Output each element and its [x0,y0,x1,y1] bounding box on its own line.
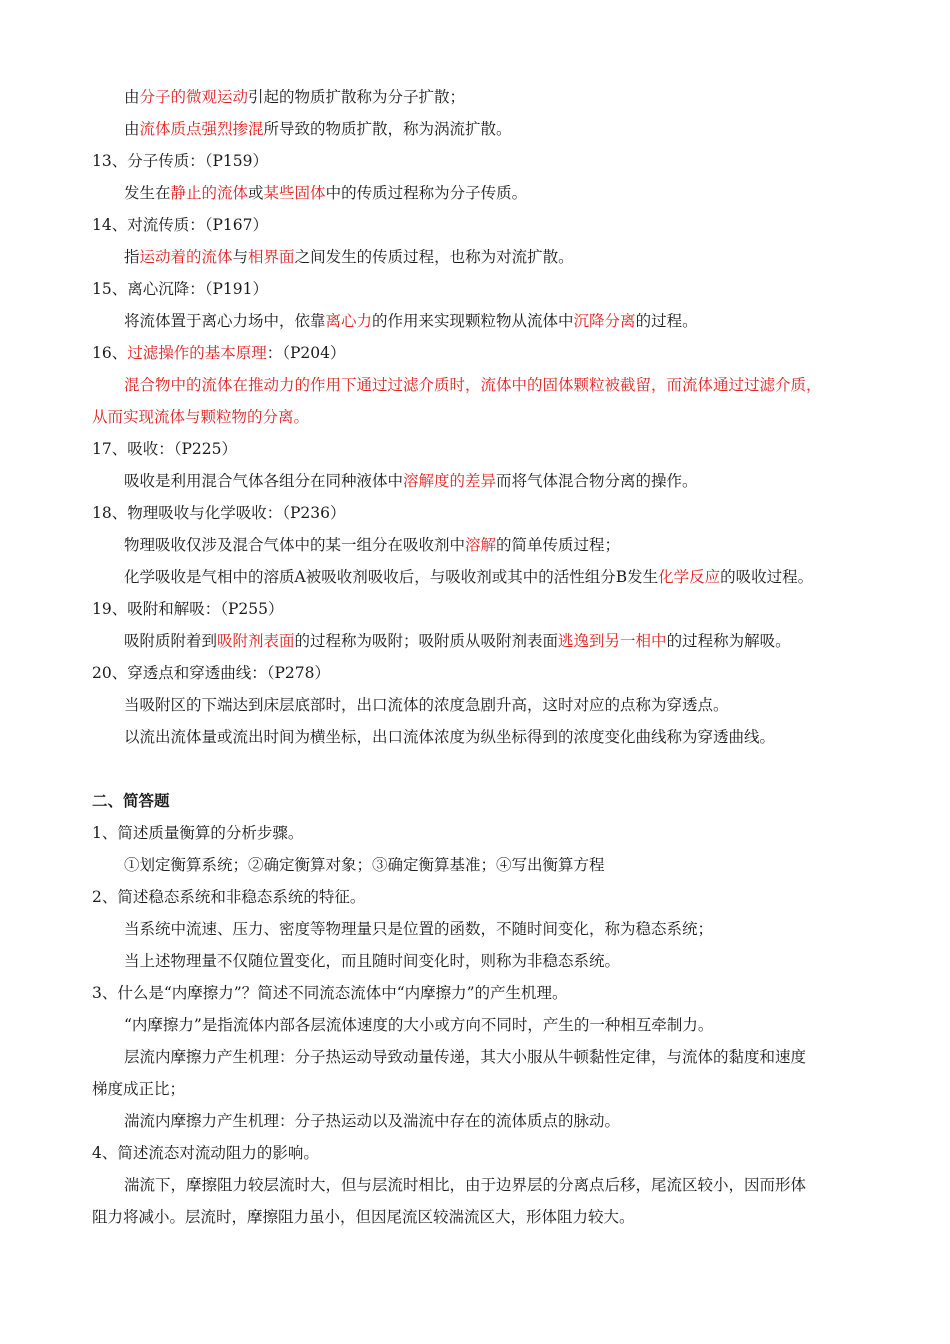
text-segment: 的过程称为吸附；吸附质从吸附剂表面 [294,632,559,650]
text-line [124,854,605,876]
item-heading [92,982,568,1004]
text-segment: 将流体置于离心力场中，依靠 [124,312,326,330]
text-segment: 以流出流体量或流出时间为横坐标，出口流体浓度为纵坐标得到的浓度变化曲线称为穿透曲线。 [124,728,776,746]
text-segment: 物理吸收仅涉及混合气体中的某一组分在吸收剂中 [124,536,466,554]
text-line [124,1014,713,1036]
text-line [92,1206,635,1228]
text-segment: 之间发生的传质过程，也称为对流扩散。 [294,248,574,266]
item-heading [92,150,268,172]
highlighted-text: 从而实现流体与颗粒物的分离。 [92,408,310,426]
text-segment: 或 [248,184,264,202]
text-segment: 18、物理吸收与化学吸收：（P236） [92,504,346,522]
highlighted-text: 流体质点强烈掺混 [139,120,264,138]
text-segment: 15、离心沉降：（P191） [92,280,268,298]
text-line [124,246,574,268]
item-heading [92,662,330,684]
text-line [124,1110,620,1132]
text-line [124,182,527,204]
section-heading [92,790,170,812]
highlighted-text: 相界面 [248,248,295,266]
highlighted-text: 吸附剂表面 [217,632,295,650]
item-heading [92,342,346,364]
text-segment: 吸附质附着到 [124,632,218,650]
item-heading [92,886,365,908]
text-line [92,406,309,428]
highlighted-text: 分子的微观运动 [139,88,249,106]
highlighted-text: 溶解度的差异 [403,472,497,490]
text-line [124,1174,806,1196]
text-segment: 3、什么是“内摩擦力”？简述不同流态流体中“内摩擦力”的产生机理。 [92,984,568,1002]
item-heading [92,598,284,620]
text-segment: 吸收是利用混合气体各组分在同种液体中 [124,472,404,490]
item-heading [92,214,268,236]
text-line [124,726,775,748]
item-heading [92,278,268,300]
text-segment: 2、简述稳态系统和非稳态系统的特征。 [92,888,366,906]
text-segment: 14、对流传质：（P167） [92,216,268,234]
text-segment: 19、吸附和解吸：（P255） [92,600,284,618]
text-line [124,470,698,492]
text-line [124,694,729,716]
text-segment: 引起的物质扩散称为分子扩散； [248,88,466,106]
text-segment: 阻力将减小。层流时，摩擦阻力虽小，但因尾流区较湍流区大，形体阻力较大。 [92,1208,635,1226]
text-segment: 二、简答题 [92,791,170,810]
text-segment: 由 [124,120,140,138]
text-segment: 梯度成正比； [92,1080,186,1098]
highlighted-text: 离心力 [325,312,373,330]
text-segment: 湍流下，摩擦阻力较层流时大，但与层流时相比，由于边界层的分离点后移，尾流区较小，因而形体 [124,1176,807,1194]
text-segment: 16、 [92,344,128,362]
text-line [124,566,813,588]
text-segment: 所导致的物质扩散，称为涡流扩散。 [263,120,512,138]
text-segment: 由 [124,88,140,106]
highlighted-text: 某些固体 [263,184,326,202]
text-segment: 当吸附区的下端达到床层底部时，出口流体的浓度急剧升高，这时对应的点称为穿透点。 [124,696,729,714]
item-heading [92,1142,319,1164]
text-line [124,630,791,652]
text-segment: 的吸收过程。 [720,568,814,586]
highlighted-text: 溶解 [465,536,497,554]
text-segment: 的过程。 [635,312,698,330]
text-line [124,118,512,140]
text-line [124,86,465,108]
text-segment: 13、分子传质：（P159） [92,152,268,170]
text-line [124,310,698,332]
text-segment: 的简单传质过程； [496,536,621,554]
text-line [124,374,822,396]
text-line [124,918,713,940]
item-heading [92,502,346,524]
text-segment: 当系统中流速、压力、密度等物理量只是位置的函数，不随时间变化，称为稳态系统； [124,920,714,938]
text-segment: 而将气体混合物分离的操作。 [496,472,698,490]
highlighted-text: 静止的流体 [170,184,249,202]
text-segment: 的过程称为解吸。 [666,632,791,650]
highlighted-text: 逃逸到另一相中 [558,632,667,650]
highlighted-text: 化学反应 [658,568,721,586]
text-line [124,534,620,556]
text-segment: 当上述物理量不仅随位置变化，而且随时间变化时，则称为非稳态系统。 [124,952,621,970]
text-segment: 4、简述流态对流动阻力的影响。 [92,1144,319,1162]
highlighted-text: 运动着的流体 [139,248,233,266]
highlighted-text: 混合物中的流体在推动力的作用下通过过滤介质时，流体中的固体颗粒被截留，而流体通过过滤介质， [124,376,822,394]
text-line [124,950,620,972]
text-line [124,1046,806,1068]
highlighted-text: 过滤操作的基本原理 [127,344,267,362]
text-segment: 化学吸收是气相中的溶质A被吸收剂吸收后，与吸收剂或其中的活性组分B发生 [124,568,659,586]
text-segment: 指 [124,248,140,266]
text-segment: 20、穿透点和穿透曲线：（P278） [92,664,330,682]
item-heading [92,438,237,460]
text-segment: ：（P204） [266,344,346,362]
text-segment: 层流内摩擦力产生机理：分子热运动导致动量传递，其大小服从牛顿黏性定律，与流体的黏度和速度 [124,1048,807,1066]
text-segment: 17、吸收：（P225） [92,440,237,458]
text-segment: 中的传质过程称为分子传质。 [325,184,528,202]
text-segment: 的作用来实现颗粒物从流体中 [372,312,574,330]
text-segment: 发生在 [124,184,171,202]
text-segment: 湍流内摩擦力产生机理：分子热运动以及湍流中存在的流体质点的脉动。 [124,1112,621,1130]
text-segment: 1、简述质量衡算的分析步骤。 [92,824,304,842]
text-segment: “内摩擦力”是指流体内部各层流体速度的大小或方向不同时，产生的一种相互牵制力。 [124,1016,714,1034]
text-segment: ①划定衡算系统；②确定衡算对象；③确定衡算基准；④写出衡算方程 [124,856,605,874]
item-heading [92,822,303,844]
text-segment: 与 [232,248,249,266]
highlighted-text: 沉降分离 [573,312,636,330]
text-line [92,1078,185,1100]
